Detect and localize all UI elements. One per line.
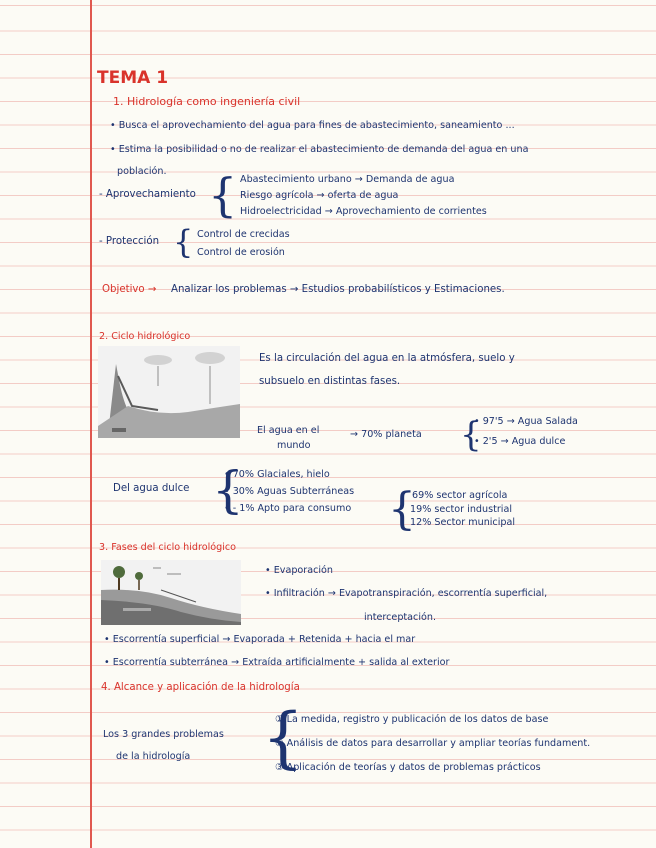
- objetivo-label: Objetivo →: [102, 284, 157, 295]
- ciclo-definition-line-1: Es la circulación del agua en la atmósfera, suelo y: [259, 353, 515, 364]
- sector-item: 12% Sector municipal: [410, 517, 516, 528]
- section-1-bullet-1: • Busca el aprovechamiento del agua para fines de abastecimiento, saneamiento ...: [110, 120, 515, 131]
- fase-interceptacion: interceptación.: [364, 612, 436, 623]
- page-margin-line: [90, 0, 92, 848]
- section-2-heading: 2. Ciclo hidrológico: [99, 331, 191, 342]
- agua-dulce-item: • 30% Aguas Subterráneas: [224, 486, 355, 497]
- ciclo-definition-line-2: subsuelo en distintas fases.: [259, 376, 401, 387]
- proteccion-label: - Protección: [99, 236, 160, 247]
- agua-mundo-label: El agua en el: [257, 425, 320, 436]
- agua-mundo-label-cont: mundo: [277, 440, 311, 451]
- hydrologic-phases-diagram-image: [101, 560, 241, 625]
- problema-item: ③ Aplicación de teorías y datos de problemas prácticos: [275, 762, 541, 773]
- problemas-label-line-2: de la hidrología: [116, 751, 191, 762]
- agua-dulce-brace: {: [212, 461, 244, 519]
- aprovechamiento-label: - Aprovechamiento: [99, 189, 196, 200]
- problemas-label-line-1: Los 3 grandes problemas: [103, 729, 224, 740]
- agua-dulce: • 2'5 → Agua dulce: [474, 436, 566, 447]
- escorrentia-superficial: • Escorrentía superficial → Evaporada + Retenida + hacia el mar: [104, 634, 416, 645]
- escorrentia-subterranea: • Escorrentía subterránea → Extraída artificialmente + salida al exterior: [104, 657, 450, 668]
- agua-salada: • 97'5 → Agua Salada: [474, 416, 578, 427]
- page-title: TEMA 1: [97, 68, 169, 88]
- problemas-brace: {: [262, 699, 304, 776]
- section-4-heading: 4. Alcance y aplicación de la hidrología: [101, 682, 300, 693]
- agua-dulce-item: • 70% Glaciales, hielo: [224, 469, 330, 480]
- sector-item: 19% sector industrial: [410, 504, 513, 515]
- water-cycle-diagram-image: [98, 346, 240, 438]
- agua-dulce-item: • - 1% Apto para consumo: [224, 503, 352, 514]
- aprovechamiento-item: Hidroelectricidad → Aprovechamiento de corrientes: [240, 206, 487, 217]
- problema-item: ① La medida, registro y publicación de los datos de base: [275, 714, 549, 725]
- proteccion-item: Control de crecidas: [197, 229, 290, 240]
- section-3-heading: 3. Fases del ciclo hidrológico: [99, 542, 237, 553]
- objetivo-text: Analizar los problemas → Estudios probabilísticos y Estimaciones.: [171, 284, 505, 295]
- fase-evaporacion: • Evaporación: [265, 565, 333, 576]
- aprovechamiento-brace: {: [208, 168, 238, 222]
- proteccion-brace: {: [173, 223, 194, 261]
- fase-infiltracion: • Infiltración → Evapotranspiración, escorrentía superficial,: [265, 588, 548, 599]
- agua-planeta-percent: → 70% planeta: [350, 429, 422, 440]
- aprovechamiento-item: Riesgo agrícola → oferta de agua: [240, 190, 399, 201]
- section-1-heading: 1. Hidrología como ingeniería civil: [113, 95, 301, 108]
- section-1-bullet-2-cont: población.: [117, 166, 167, 177]
- section-1-bullet-2: • Estima la posibilidad o no de realizar el abastecimiento de demanda del agua en una: [110, 144, 529, 155]
- sector-item: 69% sector agrícola: [412, 490, 508, 501]
- sector-brace: {: [388, 484, 416, 535]
- aprovechamiento-item: Abastecimiento urbano → Demanda de agua: [240, 174, 455, 185]
- agua-dulce-label: Del agua dulce: [113, 483, 190, 494]
- problema-item: ② Análisis de datos para desarrollar y ampliar teorías fundament.: [275, 738, 591, 749]
- proteccion-item: Control de erosión: [197, 247, 285, 258]
- agua-mundo-brace: {: [460, 415, 482, 455]
